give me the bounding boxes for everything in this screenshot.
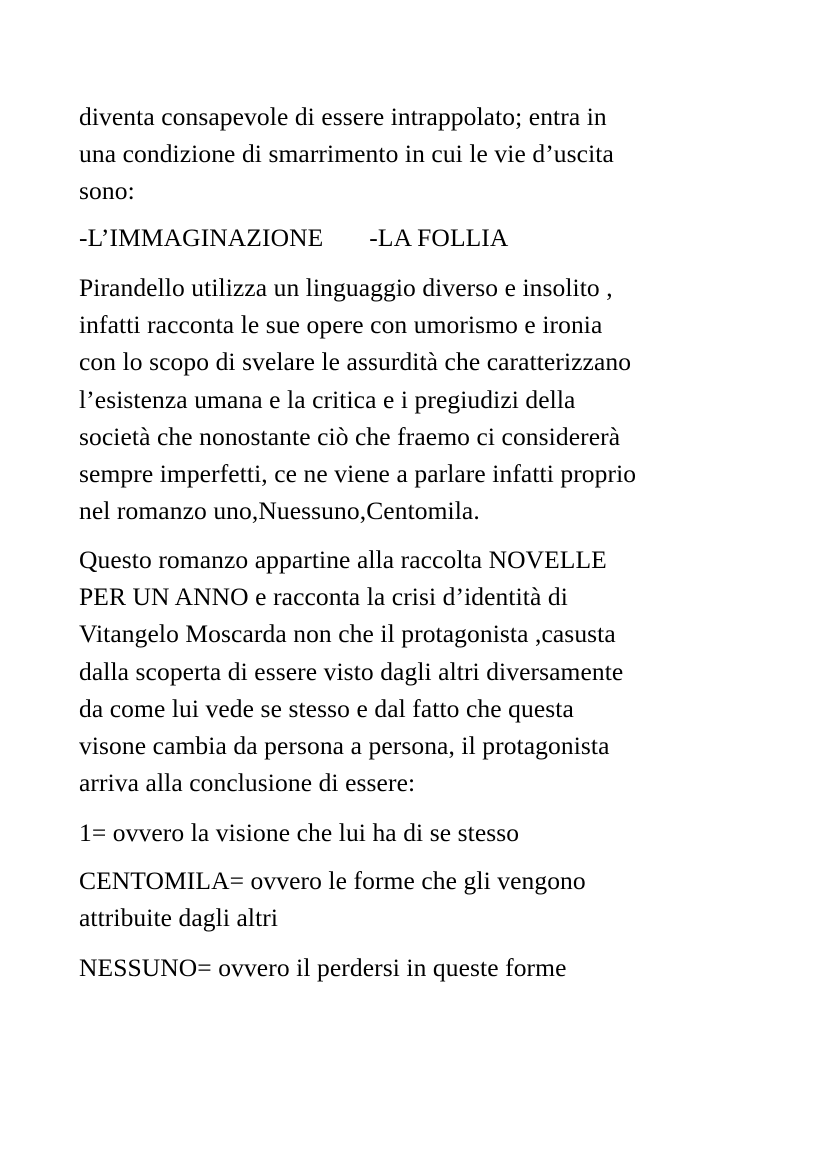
paragraph-intrappolato: [79, 98, 614, 210]
text-line: infatti racconta le sue opere con umorismo e ironia: [79, 310, 603, 340]
list-item-follia: -LA FOLLIA: [369, 223, 509, 252]
text-line: NESSUNO= ovvero il perdersi in queste forme: [79, 953, 567, 982]
text-line: l’esistenza umana e la critica e i pregiudizi della: [79, 384, 576, 414]
text-line: attribuite dagli altri: [79, 903, 279, 933]
paragraph-uno: [79, 814, 519, 851]
text-line: [79, 219, 508, 256]
text-line: Pirandello utilizza un linguaggio diverso e insolito ,: [79, 273, 613, 302]
paragraph-nessuno: [79, 949, 567, 986]
text-line: dalla scoperta di essere visto dagli altri diversamente: [79, 656, 624, 686]
paragraph-vie-uscita-list: [79, 219, 508, 256]
text-line: con lo scopo di svelare le assurdità che caratterizzano: [79, 347, 632, 377]
text-line: arriva alla conclusione di essere:: [79, 768, 416, 798]
text-line: 1= ovvero la visione che lui ha di se stesso: [79, 818, 520, 847]
list-item-immaginazione: -L’IMMAGINAZIONE: [79, 223, 324, 252]
text-line: CENTOMILA= ovvero le forme che gli vengono: [79, 866, 586, 895]
text-line: una condizione di smarrimento in cui le vie d’uscita: [79, 139, 614, 169]
text-line: visone cambia da persona a persona, il protagonista: [79, 731, 610, 761]
text-line: sono:: [79, 176, 135, 206]
text-line: diventa consapevole di essere intrappolato; entra in: [79, 102, 607, 131]
text-line: Vitangelo Moscarda non che il protagonista ,casusta: [79, 619, 616, 649]
paragraph-pirandello: [79, 269, 636, 529]
text-line: sempre imperfetti, ce ne viene a parlare infatti proprio: [79, 459, 637, 489]
text-line: nel romanzo uno,Nuessuno,Centomila.: [79, 496, 480, 526]
paragraph-romanzo: [79, 541, 623, 801]
text-line: da come lui vede se stesso e dal fatto che questa: [79, 693, 574, 723]
text-line: PER UN ANNO e racconta la crisi d’identità di: [79, 582, 568, 612]
paragraph-centomila: [79, 862, 586, 936]
text-line: società che nonostante ciò che fraemo ci considererà: [79, 421, 621, 451]
text-line: Questo romanzo appartine alla raccolta NOVELLE: [79, 545, 607, 574]
